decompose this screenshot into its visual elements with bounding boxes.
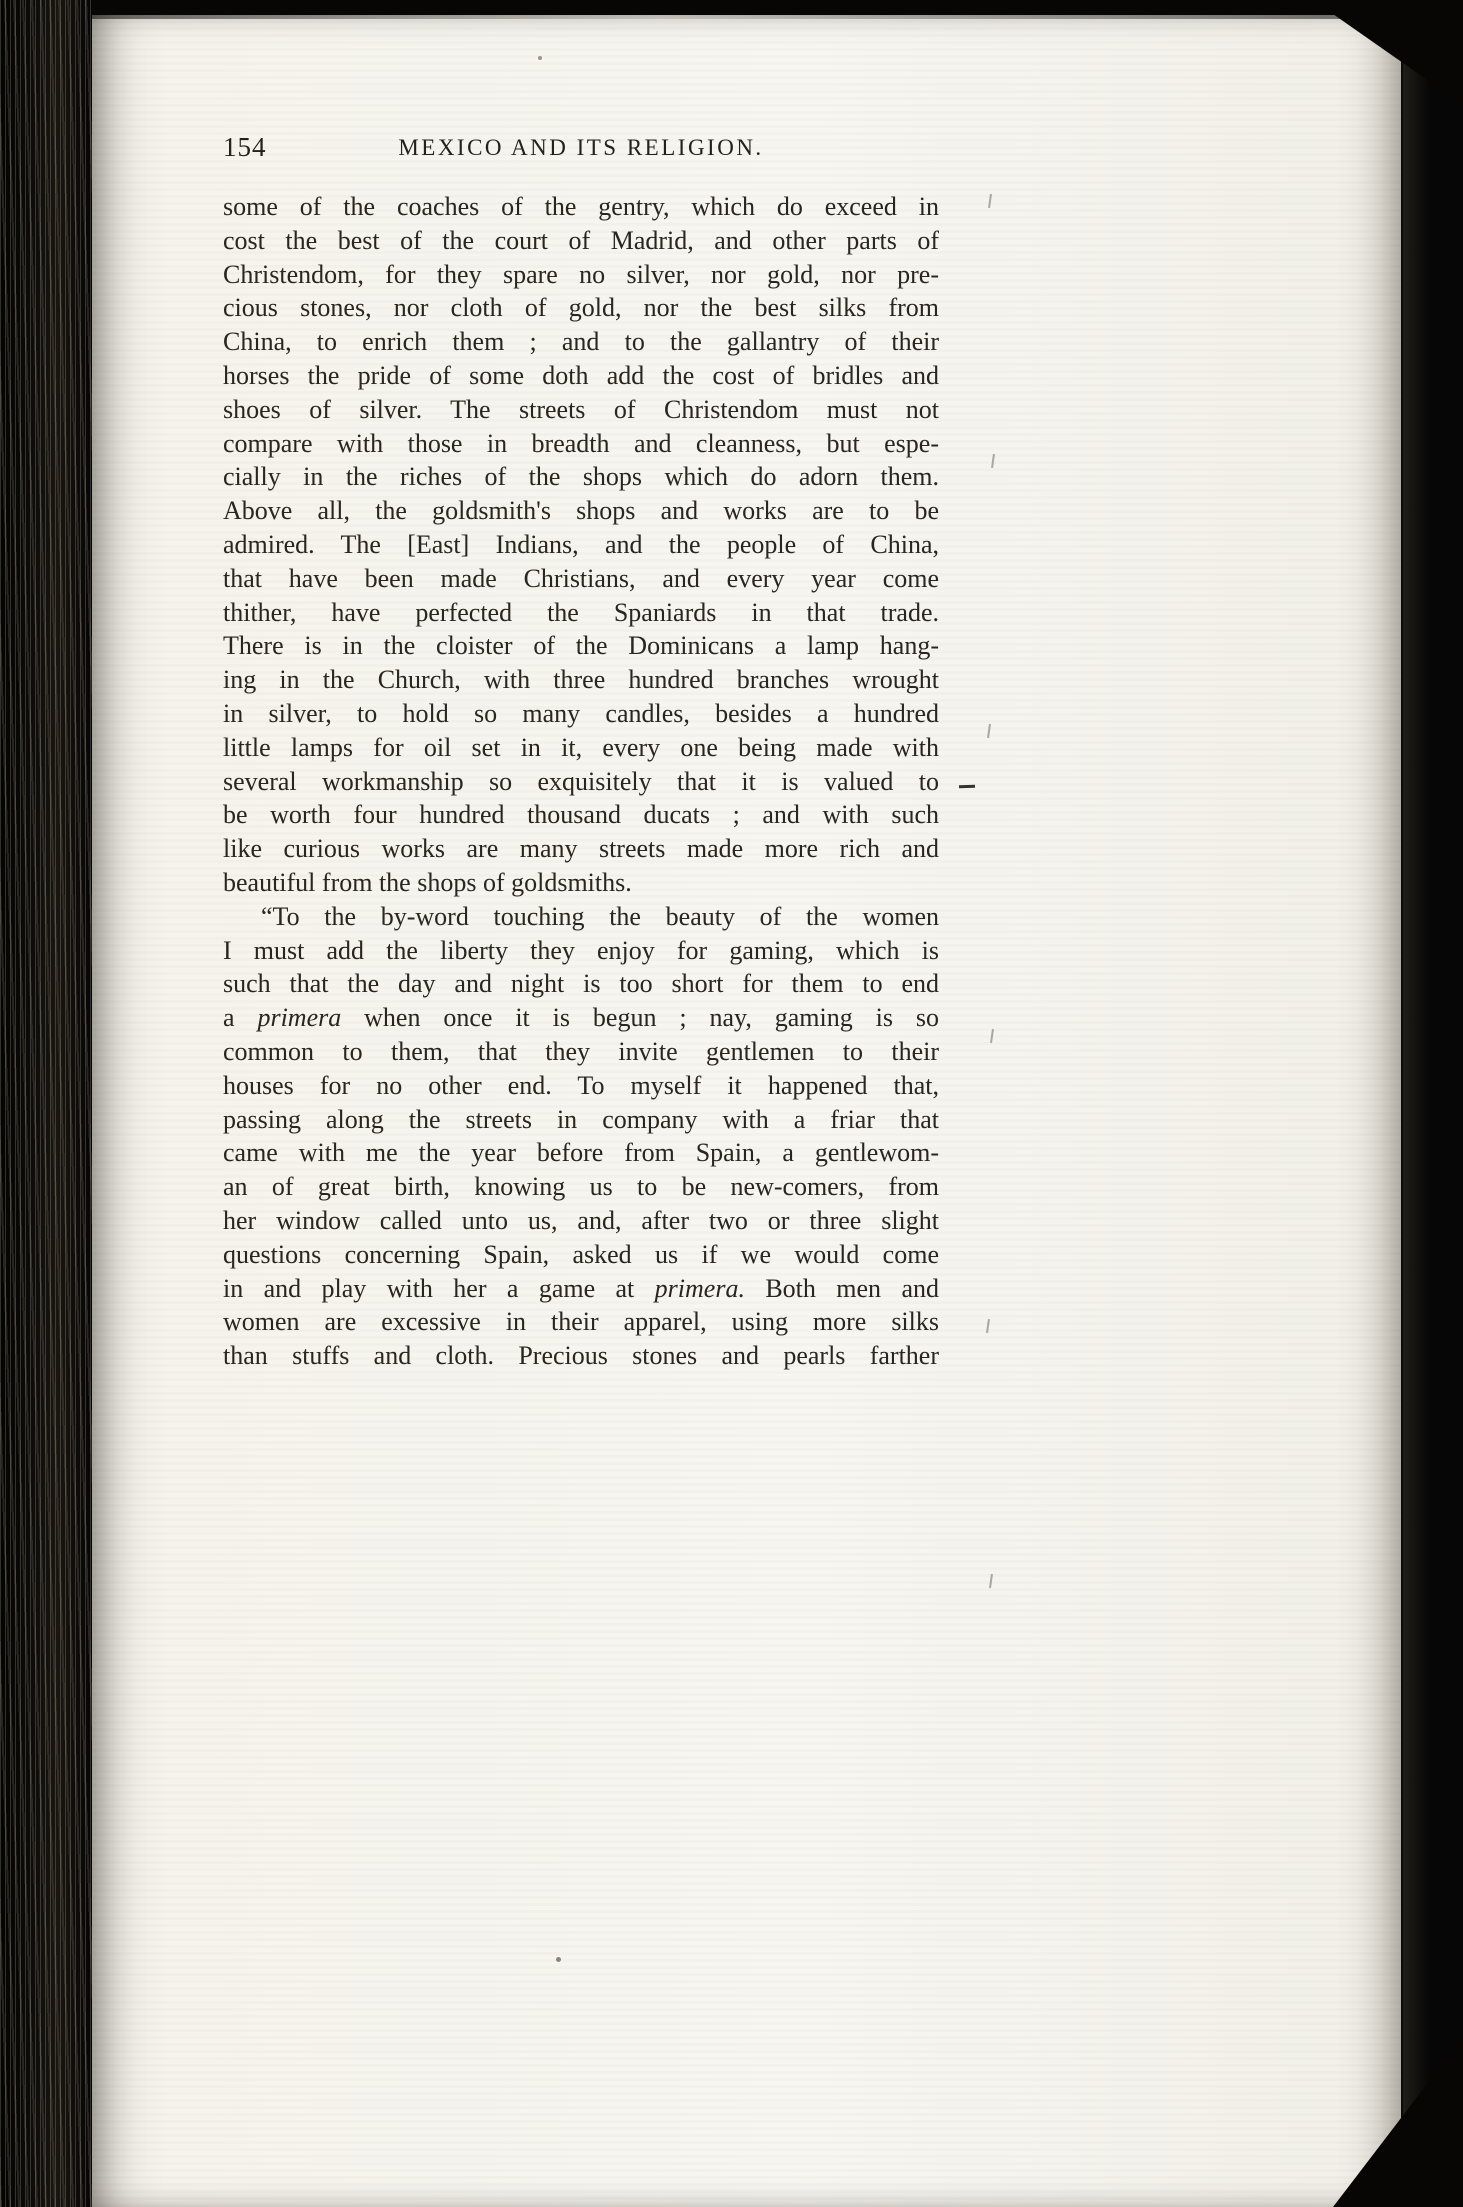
text-line: cost the best of the court of Madrid, and other parts of [223,225,939,255]
text-line: be worth four hundred thousand ducats ; and with such [223,800,939,830]
text-line: ing in the Church, with three hundred branches wrought [223,665,939,695]
text-line: came with me the year before from Spain, a gentlewom- [223,1138,939,1168]
text-line: in and play with her a game at primera. Both men and [223,1273,939,1303]
text-line: compare with those in breadth and cleanness, but espe- [223,428,939,458]
book-page [86,14,1401,2207]
scan-top-border [0,0,1463,15]
running-header: MEXICO AND ITS RELIGION. [398,135,764,160]
scan-artifact-dot [538,56,542,60]
page-header [223,132,939,168]
text-line: houses for no other end. To myself it happened that, [223,1070,939,1100]
text-line: cious stones, nor cloth of gold, nor the best silks from [223,293,939,323]
scan-artifact [986,1319,990,1333]
text-line: beautiful from the shops of goldsmiths. [223,867,632,897]
text-line: common to them, that they invite gentlemen to their [223,1036,939,1066]
scan-artifact [990,1029,994,1043]
text-line: such that the day and night is too short for them to end [223,969,939,999]
text-line: a primera when once it is begun ; nay, gaming is so [223,1003,939,1033]
text-line: cially in the riches of the shops which do adorn them. [223,462,939,492]
text-line: passing along the streets in company with a friar that [223,1104,939,1134]
book-binding-edge [0,0,92,2207]
scan-artifact [987,724,991,738]
text-line: I must add the liberty they enjoy for gaming, which is [223,935,939,965]
scan-artifact [988,194,992,208]
text-line: her window called unto us, and, after two or three slight [223,1205,939,1235]
text-line: that have been made Christians, and every year come [223,563,939,593]
scan-artifact-dash [959,785,975,789]
text-line: shoes of silver. The streets of Christendom must not [223,394,939,424]
text-line: some of the coaches of the gentry, which do exceed in [223,192,939,221]
text-line: in silver, to hold so many candles, besides a hundred [223,698,939,728]
page-number: 154 [223,132,267,162]
text-line: “To the by-word touching the beauty of the women [261,901,939,931]
text-line: women are excessive in their apparel, using more silks [223,1307,939,1337]
text-line: an of great birth, knowing us to be new-comers, from [223,1172,939,1202]
text-line: questions concerning Spain, asked us if we would come [223,1239,939,1269]
scan-artifact [991,454,995,468]
text-block [223,190,939,1373]
text-line: There is in the cloister of the Dominicans a lamp hang- [223,631,939,661]
text-line: Above all, the goldsmith's shops and works are to be [223,496,939,526]
text-line: admired. The [East] Indians, and the people of China, [223,529,939,559]
scan-artifact-dot [556,1957,561,1962]
text-line: several workmanship so exquisitely that it is valued to [223,766,939,796]
text-line: little lamps for oil set in it, every one being made with [223,732,939,762]
text-line: Christendom, for they spare no silver, nor gold, nor pre- [223,259,939,289]
paragraph [223,900,939,1373]
paragraph [223,190,939,900]
scan-artifact [989,1574,993,1588]
text-line: China, to enrich them ; and to the gallantry of their [223,327,939,357]
text-line: horses the pride of some doth add the cost of bridles and [223,360,939,390]
text-line: thither, have perfected the Spaniards in that trade. [223,597,939,627]
text-line: like curious works are many streets made more rich and [223,834,939,864]
scan-right-border [1403,0,1463,2207]
text-line: than stuffs and cloth. Precious stones and pearls farther [223,1341,939,1371]
